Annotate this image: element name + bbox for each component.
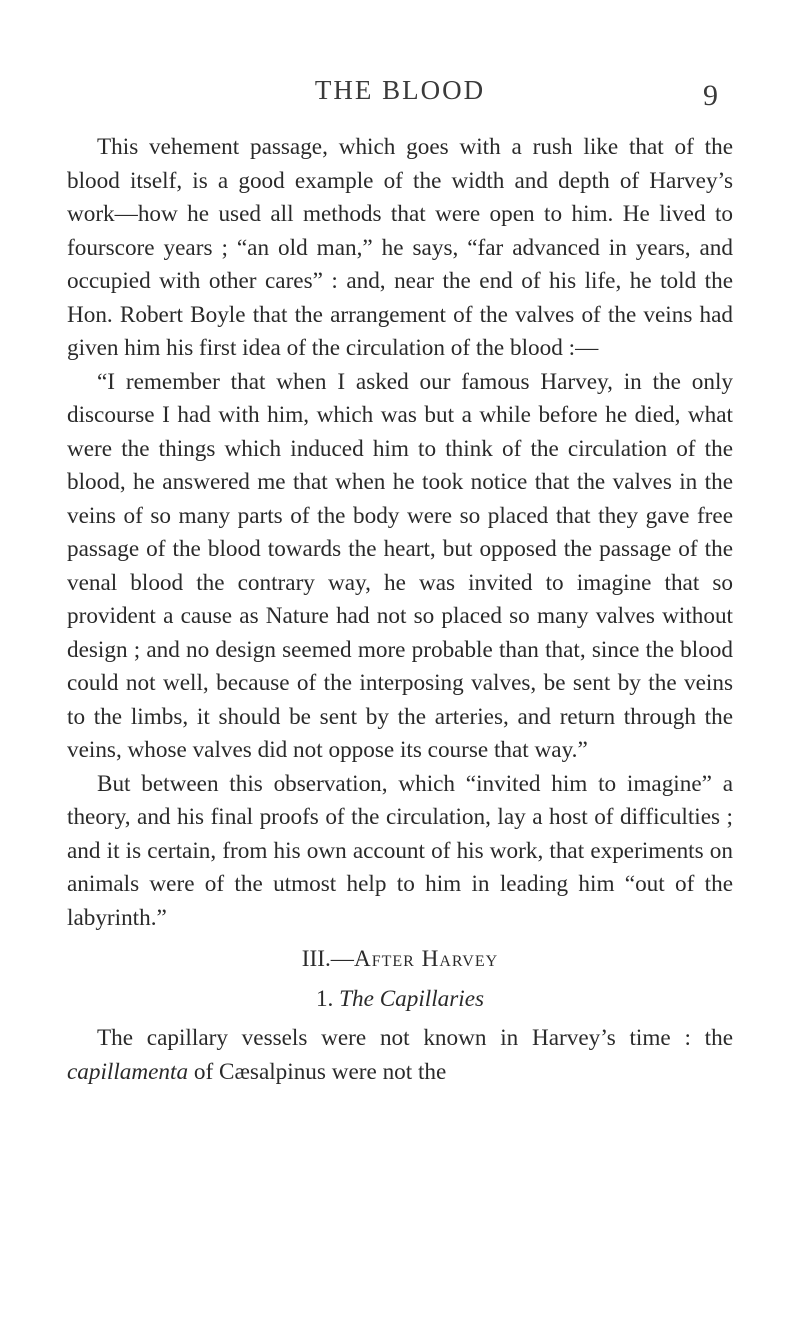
body-text xyxy=(67,131,733,1089)
subsection-number: 1. xyxy=(315,985,334,1012)
section-heading xyxy=(67,943,733,977)
running-title: THE BLOOD xyxy=(314,75,486,105)
page-header xyxy=(0,75,800,115)
paragraph-4 xyxy=(67,1022,733,1089)
page-number: 9 xyxy=(703,79,718,112)
paragraph-4-text-a: The capillary vessels were not known in Harvey’s time : the xyxy=(97,1025,733,1051)
section-dash: — xyxy=(330,946,354,972)
paragraph-2: “I remember that when I asked our famous Harvey, in the only discourse I had with him, which was but a while before he died, what were the things which induced him to think of the circulation of the blood, he answered me that when he took notice that the valves in the veins of so many parts of the body were so placed that they gave free passage of the blood towards the heart, but opposed the passage of the venal blood the contrary way, he was invited to imagine that so provident a cause as Nature had not so placed so many valves without design ; and no design seemed more probable than that, since the blood could not well, because of the interposing valves, be sent by the veins to the limbs, it should be sent by the arteries, and return through the veins, whose valves did not oppose its course that way.” xyxy=(67,368,733,763)
subsection-title: The Capillaries xyxy=(339,985,485,1012)
subsection-heading xyxy=(67,983,733,1017)
paragraph-1: This vehement passage, which goes with a rush like that of the blood itself, is a good example of the width and depth of Harvey’s work—how he used all methods that were open to him. He lived to fourscore years ; “an old man,” he says, “far advanced in years, and occupied with other cares” : and, near the end of his life, he told the Hon. Robert Boyle that the arrangement of the valves of the veins had given him his first idea of the circulation of the blood :— xyxy=(67,134,733,361)
section-title: After Harvey xyxy=(353,946,499,972)
paragraph-4-italic: capillamenta xyxy=(67,1058,189,1085)
paragraph-4-text-b: of Cæsalpinus were not the xyxy=(188,1058,447,1085)
section-number: III. xyxy=(301,946,331,972)
paragraph-3: But between this observation, which “invited him to imagine” a theory, and his final proofs of the circulation, lay a host of difficulties ; and it is certain, from his own account of his work, that experiments on animals were of the utmost help to him in leading him “out of the labyrinth.” xyxy=(67,770,733,931)
